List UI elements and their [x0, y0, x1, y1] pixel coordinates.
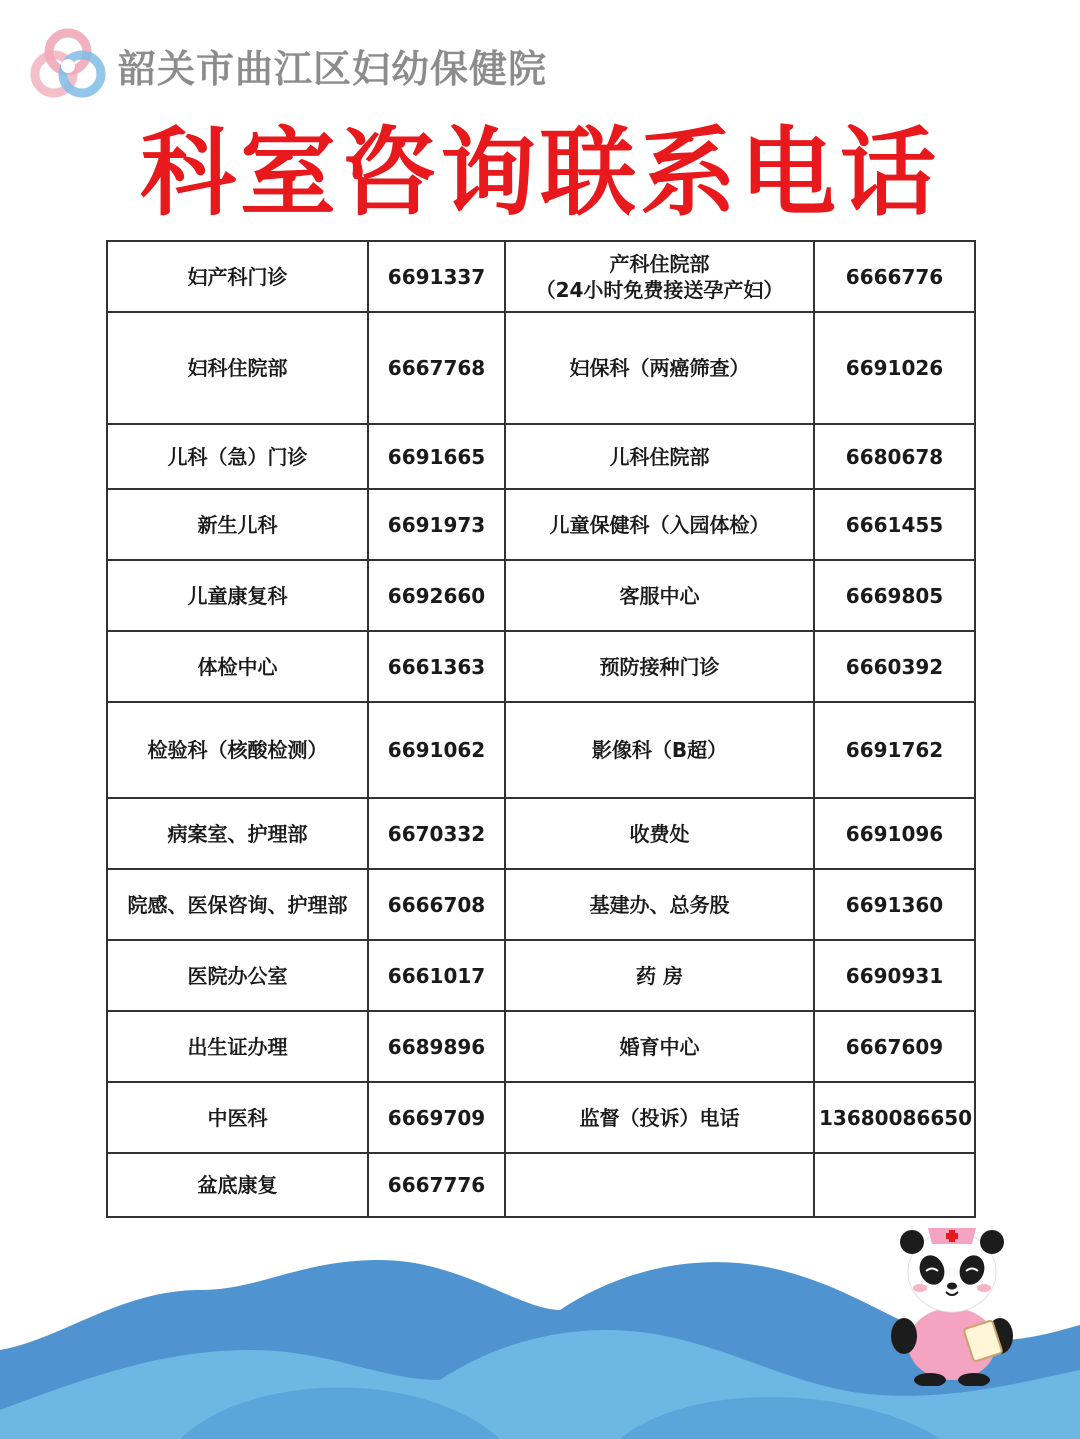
department-name: 妇产科门诊 — [107, 241, 368, 312]
table-row — [107, 489, 975, 560]
phone-number: 6666776 — [814, 241, 975, 312]
department-name: 体检中心 — [107, 631, 368, 702]
phone-number: 6669805 — [814, 560, 975, 631]
table-row — [107, 1153, 975, 1217]
page-title: 科室咨询联系电话 — [140, 117, 940, 229]
phone-number — [814, 1153, 975, 1217]
department-name: 监督（投诉）电话 — [505, 1082, 814, 1153]
department-name: 病案室、护理部 — [107, 798, 368, 869]
phone-number: 6661017 — [368, 940, 505, 1011]
table-row — [107, 1011, 975, 1082]
department-name: 基建办、总务股 — [505, 869, 814, 940]
phone-number: 6692660 — [368, 560, 505, 631]
phone-number: 6691026 — [814, 312, 975, 424]
phone-number: 6669709 — [368, 1082, 505, 1153]
department-name: 检验科（核酸检测） — [107, 702, 368, 798]
header — [30, 28, 650, 104]
department-name: 医院办公室 — [107, 940, 368, 1011]
table-row — [107, 312, 975, 424]
department-name: 院感、医保咨询、护理部 — [107, 869, 368, 940]
phone-number: 6667609 — [814, 1011, 975, 1082]
phone-number: 6661363 — [368, 631, 505, 702]
department-name: 产科住院部 （24小时免费接送孕产妇） — [505, 241, 814, 312]
hospital-name: 韶关市曲江区妇幼保健院 — [118, 47, 548, 91]
department-name: 妇科住院部 — [107, 312, 368, 424]
phone-number: 6691762 — [814, 702, 975, 798]
phone-number: 6691337 — [368, 241, 505, 312]
hospital-logo-icon — [30, 28, 106, 104]
table-row — [107, 1082, 975, 1153]
table-row — [107, 424, 975, 489]
phone-number: 6689896 — [368, 1011, 505, 1082]
department-name: 出生证办理 — [107, 1011, 368, 1082]
department-name: 影像科（B超） — [505, 702, 814, 798]
table-row — [107, 560, 975, 631]
table-row — [107, 241, 975, 312]
phone-number: 6691062 — [368, 702, 505, 798]
phone-number: 6691973 — [368, 489, 505, 560]
phone-number: 6691360 — [814, 869, 975, 940]
phone-number: 6670332 — [368, 798, 505, 869]
department-name: 婚育中心 — [505, 1011, 814, 1082]
phone-number: 6661455 — [814, 489, 975, 560]
table-row — [107, 798, 975, 869]
department-name: 儿科住院部 — [505, 424, 814, 489]
phone-number: 6666708 — [368, 869, 505, 940]
table-row — [107, 702, 975, 798]
table-row — [107, 631, 975, 702]
department-name: 儿科（急）门诊 — [107, 424, 368, 489]
department-name: 妇保科（两癌筛查） — [505, 312, 814, 424]
phone-number: 13680086650 — [814, 1082, 975, 1153]
table-row — [107, 940, 975, 1011]
department-name: 收费处 — [505, 798, 814, 869]
phone-number: 6667768 — [368, 312, 505, 424]
phone-number: 6680678 — [814, 424, 975, 489]
phone-number: 6690931 — [814, 940, 975, 1011]
department-name: 儿童康复科 — [107, 560, 368, 631]
panda-nurse-mascot-icon — [882, 1214, 1022, 1386]
department-name: 新生儿科 — [107, 489, 368, 560]
phone-number: 6691096 — [814, 798, 975, 869]
department-name: 预防接种门诊 — [505, 631, 814, 702]
table-row — [107, 869, 975, 940]
department-name: 儿童保健科（入园体检） — [505, 489, 814, 560]
department-name: 中医科 — [107, 1082, 368, 1153]
phone-number: 6691665 — [368, 424, 505, 489]
phone-directory-table — [106, 240, 976, 1218]
department-name: 客服中心 — [505, 560, 814, 631]
department-name — [505, 1153, 814, 1217]
phone-number: 6660392 — [814, 631, 975, 702]
department-name: 药 房 — [505, 940, 814, 1011]
department-name: 盆底康复 — [107, 1153, 368, 1217]
phone-number: 6667776 — [368, 1153, 505, 1217]
